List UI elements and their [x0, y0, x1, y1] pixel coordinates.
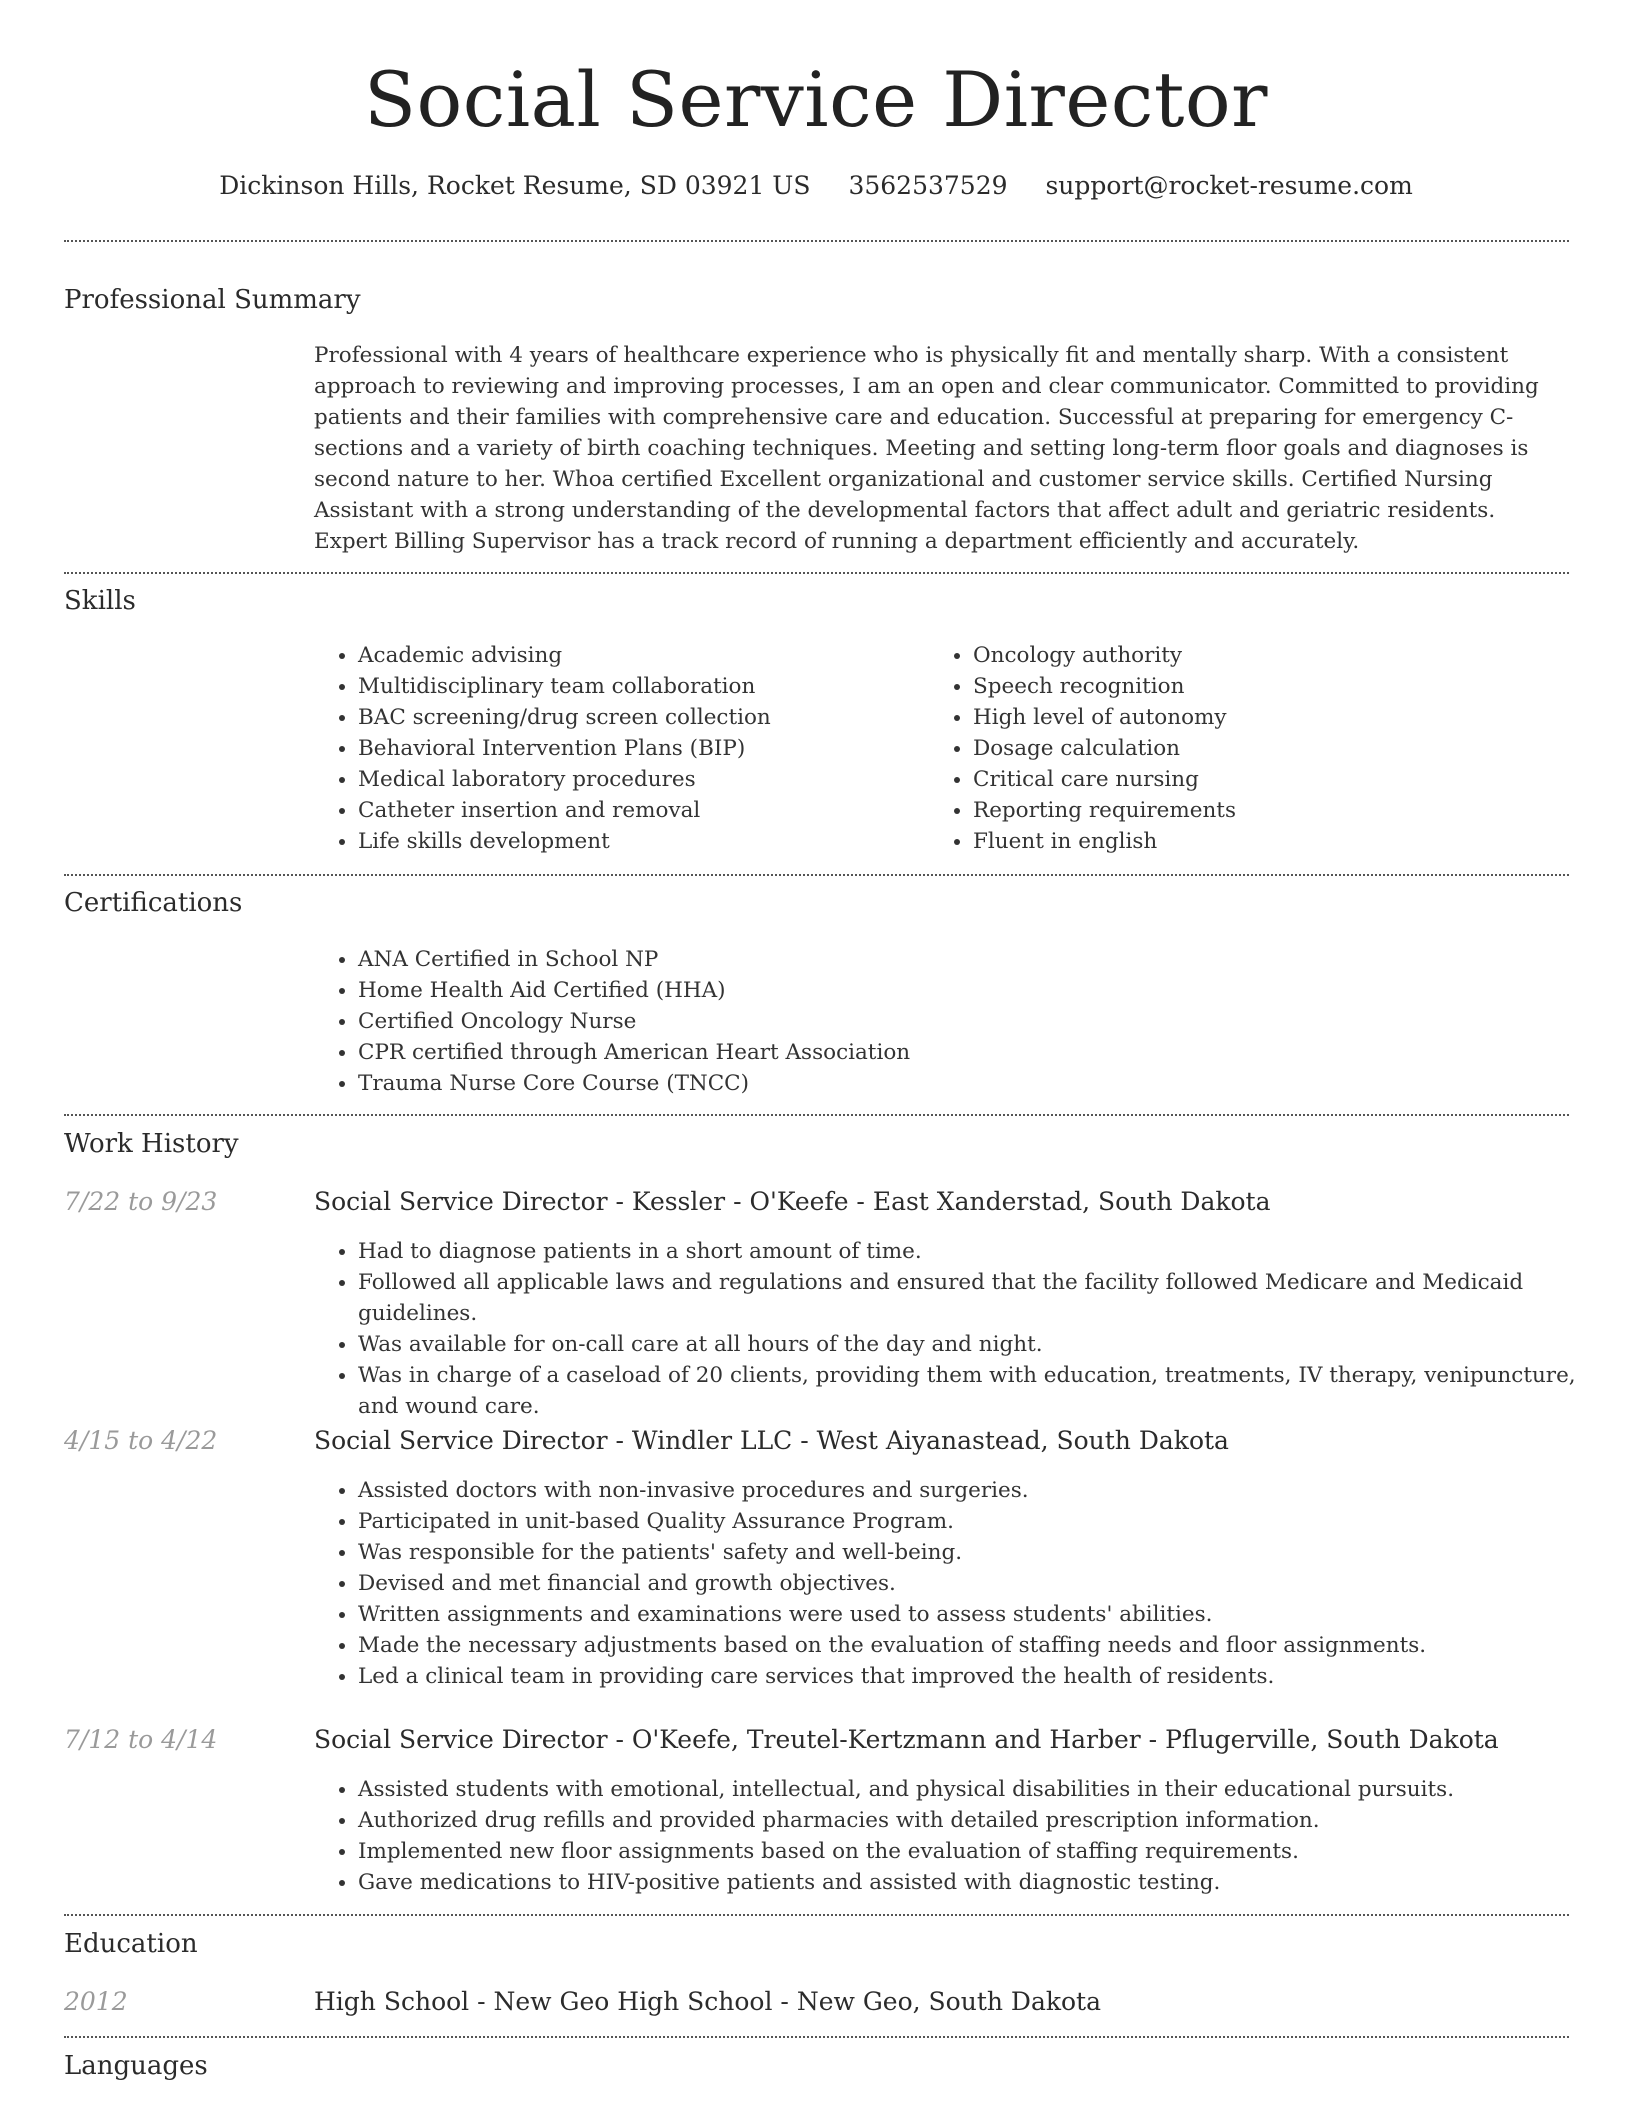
divider: [64, 572, 1569, 574]
job-title: Social Service Director - Kessler - O'Keefe - East Xanderstad, South Dakota: [314, 1187, 1271, 1216]
skill-item: • Oncology authority: [973, 640, 1573, 671]
certification-item: • CPR certified through American Heart Association: [358, 1037, 1558, 1068]
skill-item: • BAC screening/drug screen collection: [358, 702, 918, 733]
skill-item: • Dosage calculation: [973, 733, 1573, 764]
contact-email: support@rocket-resume.com: [1045, 171, 1413, 200]
job-bullet: • Had to diagnose patients in a short amount of time.: [358, 1236, 1583, 1267]
certification-item: • Certified Oncology Nurse: [358, 1006, 1558, 1037]
skill-item: • Behavioral Intervention Plans (BIP): [358, 733, 918, 764]
job-bullet: • Gave medications to HIV-positive patients and assisted with diagnostic testing.: [358, 1867, 1583, 1898]
certification-item: • ANA Certified in School NP: [358, 944, 1558, 975]
skill-item: • Academic advising: [358, 640, 918, 671]
job-bullet: • Followed all applicable laws and regulations and ensured that the facility followed Medicare and Medicaid guidelines.: [358, 1267, 1583, 1329]
divider: [64, 240, 1569, 242]
skill-item: • Critical care nursing: [973, 764, 1573, 795]
summary-text: Professional with 4 years of healthcare experience who is physically fit and mentally sharp. With a consistent approach to reviewing and improving processes, I am an open and clear communicator. Committed to providing patients and their families with comprehensive care and education. Successful at preparing for emergency C-sections and a variety of birth coaching techniques. Meeting and setting long-term floor goals and diagnoses is second nature to her. Whoa certified Excellent organizational and customer service skills. Certified Nursing Assistant with a strong understanding of the developmental factors that affect adult and geriatric residents. Expert Billing Supervisor has a track record of running a department efficiently and accurately.: [314, 343, 1539, 554]
divider: [64, 1914, 1569, 1916]
skill-item: • Multidisciplinary team collaboration: [358, 671, 918, 702]
job-date: 7/12 to 4/14: [64, 1725, 218, 1754]
skills-list-left: [314, 640, 918, 857]
contact-address: Dickinson Hills, Rocket Resume, SD 03921 US: [219, 171, 811, 200]
job-bullets: [314, 1236, 1583, 1422]
skill-item: • Fluent in english: [973, 826, 1573, 857]
section-title-skills: Skills: [64, 586, 136, 616]
job-bullets: [314, 1475, 1583, 1692]
section-title-education: Education: [64, 1929, 198, 1959]
skill-item: • High level of autonomy: [973, 702, 1573, 733]
job-bullet: • Authorized drug refills and provided pharmacies with detailed prescription information.: [358, 1805, 1583, 1836]
job-bullet: • Was available for on-call care at all hours of the day and night.: [358, 1329, 1583, 1360]
job-date: 4/15 to 4/22: [64, 1426, 218, 1455]
job-title: Social Service Director - Windler LLC - West Aiyanastead, South Dakota: [314, 1426, 1229, 1455]
job-bullets: [314, 1774, 1583, 1898]
skills-list-right: [929, 640, 1573, 857]
divider: [64, 1114, 1569, 1116]
contact-line: [0, 166, 1632, 206]
job-bullet: • Implemented new floor assignments based on the evaluation of staffing requirements.: [358, 1836, 1583, 1867]
job-bullet: • Assisted doctors with non-invasive procedures and surgeries.: [358, 1475, 1583, 1506]
job-bullet: • Participated in unit-based Quality Assurance Program.: [358, 1506, 1583, 1537]
divider: [64, 874, 1569, 876]
job-bullet: • Was in charge of a caseload of 20 clients, providing them with education, treatments, IV therapy, venipuncture, and wound care.: [358, 1360, 1583, 1422]
job-title: Social Service Director - O'Keefe, Treutel-Kertzmann and Harber - Pflugerville, South Dakota: [314, 1725, 1499, 1754]
job-bullet: • Devised and met financial and growth objectives.: [358, 1568, 1583, 1599]
job-bullet: • Led a clinical team in providing care services that improved the health of residents.: [358, 1661, 1583, 1692]
job-bullet: • Written assignments and examinations were used to assess students' abilities.: [358, 1599, 1583, 1630]
certification-item: • Trauma Nurse Core Course (TNCC): [358, 1068, 1558, 1099]
certifications-list: [314, 944, 1558, 1099]
skill-item: • Catheter insertion and removal: [358, 795, 918, 826]
skill-item: • Speech recognition: [973, 671, 1573, 702]
skill-item: • Reporting requirements: [973, 795, 1573, 826]
section-title-summary: Professional Summary: [64, 285, 361, 315]
certification-item: • Home Health Aid Certified (HHA): [358, 975, 1558, 1006]
job-date: 7/22 to 9/23: [64, 1187, 218, 1216]
job-bullet: • Made the necessary adjustments based on the evaluation of staffing needs and floor assignments.: [358, 1630, 1583, 1661]
section-title-certifications: Certifications: [64, 888, 243, 918]
job-bullet: • Was responsible for the patients' safety and well-being.: [358, 1537, 1583, 1568]
divider: [64, 2036, 1569, 2038]
contact-phone: 3562537529: [848, 171, 1008, 200]
education-entry: High School - New Geo High School - New Geo, South Dakota: [314, 1987, 1102, 2016]
education-date: 2012: [64, 1987, 128, 2016]
resume-title: Social Service Director: [363, 55, 1269, 144]
skill-item: • Life skills development: [358, 826, 918, 857]
section-title-work-history: Work History: [64, 1129, 239, 1159]
skill-item: • Medical laboratory procedures: [358, 764, 918, 795]
section-title-languages: Languages: [64, 2051, 208, 2081]
job-bullet: • Assisted students with emotional, intellectual, and physical disabilities in their educational pursuits.: [358, 1774, 1583, 1805]
